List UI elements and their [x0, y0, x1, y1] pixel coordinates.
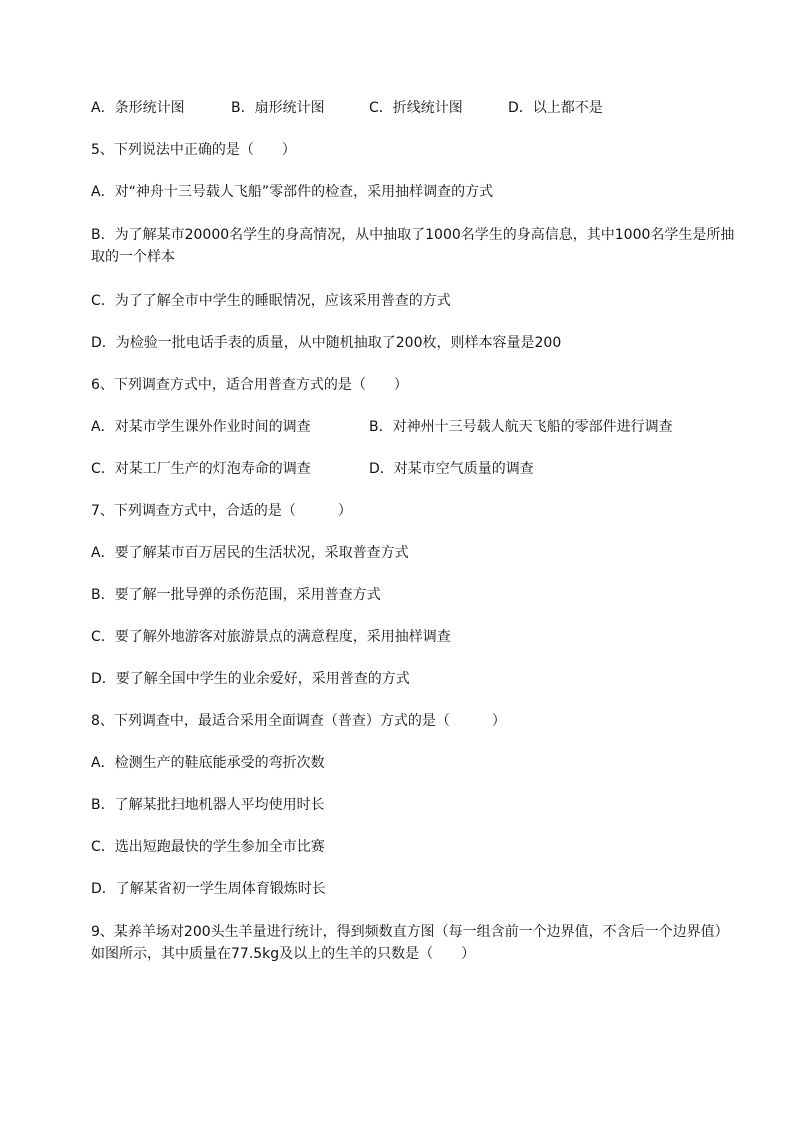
q4-option-c[interactable]: C．折线统计图	[369, 100, 463, 116]
q8-option-c[interactable]: C．选出短跑最快的学生参加全市比赛	[91, 839, 325, 855]
q6-option-b[interactable]: B．对神州十三号载人航天飞船的零部件进行调查	[369, 419, 673, 435]
q5-option-b[interactable]: B．为了解某市20000名学生的身高情况，从中抽取了1000名学生的身高信息，其中1000名学生是所抽取的一个样本	[91, 227, 735, 265]
q7-stem: 7、下列调查方式中，合适的是（ ）	[91, 503, 352, 519]
q7-option-c[interactable]: C．要了解外地游客对旅游景点的满意程度，采用抽样调查	[91, 629, 451, 645]
q4-option-a[interactable]: A．条形统计图	[91, 100, 185, 116]
q7-option-b[interactable]: B．要了解一批导弹的杀伤范围，采用普查方式	[91, 587, 381, 603]
q4-option-d[interactable]: D．以上都不是	[508, 100, 603, 116]
q4-option-b[interactable]: B．扇形统计图	[231, 100, 325, 116]
q9-stem: 9、某养羊场对200头生羊量进行统计，得到频数直方图（每一组含前一个边界值，不含后一个边界值）如图所示，其中质量在77.5kg及以上的生羊的只数是（ ）	[91, 924, 729, 962]
q6-option-c[interactable]: C．对某工厂生产的灯泡寿命的调查	[91, 461, 311, 477]
q8-option-a[interactable]: A．检测生产的鞋底能承受的弯折次数	[91, 755, 325, 771]
q5-option-c[interactable]: C．为了了解全市中学生的睡眠情况，应该采用普查的方式	[91, 293, 451, 309]
q6-option-a[interactable]: A．对某市学生课外作业时间的调查	[91, 419, 311, 435]
q8-stem: 8、下列调查中，最适合采用全面调查（普查）方式的是（ ）	[91, 713, 506, 729]
q6-option-d[interactable]: D．对某市空气质量的调查	[369, 461, 534, 477]
q8-option-b[interactable]: B．了解某批扫地机器人平均使用时长	[91, 797, 325, 813]
q8-option-d[interactable]: D．了解某省初一学生周体育锻炼时长	[91, 881, 326, 897]
q5-option-d[interactable]: D．为检验一批电话手表的质量，从中随机抽取了200枚，则样本容量是200	[91, 335, 562, 351]
q6-stem: 6、下列调查方式中，适合用普查方式的是（ ）	[91, 377, 408, 393]
q7-option-d[interactable]: D．要了解全国中学生的业余爱好，采用普查的方式	[91, 671, 410, 687]
q5-option-a[interactable]: A．对“神舟十三号载人飞船”零部件的检查，采用抽样调查的方式	[91, 184, 494, 200]
q5-stem: 5、下列说法中正确的是（ ）	[91, 142, 296, 158]
q7-option-a[interactable]: A．要了解某市百万居民的生活状况，采取普查方式	[91, 545, 409, 561]
